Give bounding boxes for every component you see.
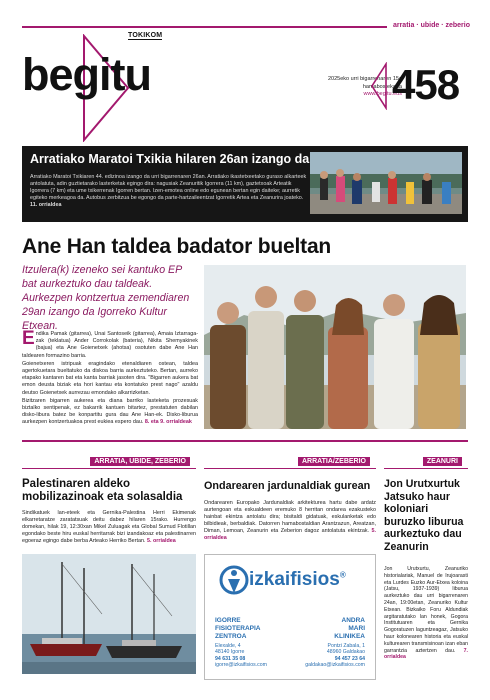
col3-section-bar	[384, 457, 468, 469]
col3-body: Jon Urutxurtu, Zeanuriko historialariak, Manuel de Irujoarasti eta Lurdes Euzko Aur-Etxea koloina (Jatsu, 1937-1939) liburua aurkeztuko dau urri bigarrenaren 24an, 19:00etan, Zeanuriko Kultur Etxean. Bizkaiko Foru Aldundiak argitaratutako lan honek, Gogora Institutuaren eta Gernika Gogoratuzen laguntzeagaz, Jatsuko haur kolonearen historia eta euskal kulturearen transmisinoan izan eban garrantzia aztertzen dau.	[384, 566, 468, 654]
main-p3: Bizitzaren bigarren aukerea eta diana barriko lasteketa prozesuak biztalko sentipenak, ez bakarrik kantuen bitartez, prestatuten dabilan disko-libura batez be konpartitu gura dau Ane Han-ek. Disko-liburua aurkezpen kontzertuakoa prest eukiea espero dau.	[22, 397, 198, 426]
col1-section-bar	[22, 457, 196, 469]
col2-text	[204, 500, 376, 542]
runners-photo	[310, 152, 462, 214]
main-paragraph	[22, 328, 198, 360]
col1-section-label[interactable]: ARRATIA, UBIDE, ZEBERIO	[90, 457, 190, 466]
col1-headline[interactable]: Palestinaren aldeko mobilizazinoak eta solasaldia	[22, 478, 183, 503]
ad-right-name3: KLINIKEA	[334, 633, 365, 640]
col3-text	[384, 566, 468, 661]
col1-text	[22, 510, 196, 545]
main-body	[22, 328, 198, 428]
ad-right-email[interactable]: galdakao@izkaifisios.com	[305, 662, 365, 669]
col3-headline[interactable]: Jon Urutxurtuk Jatsuko haur koloniari buruzko liburua aurkeztuko dau Zeanurin	[384, 478, 464, 553]
col2-headline[interactable]: Ondarearen jardunaldiak gurean	[204, 480, 371, 492]
ad-reg-mark: ®	[339, 570, 346, 580]
teaser-title[interactable]: Arratiako Maratoi Txikia hilaren 26an izango da	[30, 152, 310, 166]
ad-right-name2: MARI	[348, 625, 365, 632]
ad-right-addr2: 48960 Galdakao	[326, 649, 365, 656]
ad-brand-name: izkaifisios	[249, 569, 340, 590]
ad-left-name	[215, 617, 261, 641]
issue-triangle-icon	[370, 62, 390, 110]
main-p1: ndika Pamak (gitarrea), Unai Santoseik (gitarrea), Amaia Iztarraga-zak (teklatua) Ander Corrokolak (bateria), Nikita Shemyakinek (bajua) eta Ane Goienetxek (ahotsa) osotuten dabe Ane Han taldearen formazino barria.	[22, 331, 198, 359]
teaser-page-ref[interactable]: 11. orrialdea	[30, 202, 62, 208]
ad-left-phone[interactable]: 94 631 35 08	[215, 655, 246, 662]
col1-page-ref[interactable]: 5. orrialdea	[146, 538, 176, 544]
issue-meta	[328, 76, 402, 99]
website-link[interactable]: www.begitu.eus	[363, 91, 402, 97]
band-photo	[204, 265, 466, 429]
main-page-ref[interactable]: 8. eta 9. orrialdeak	[144, 419, 192, 426]
main-lede: Itzulera(k) izeneko sei kantuko EP bat aurkeztuko dau taldeak. Aurkezpen kontzertua zemendiaren 29an izango da Igorreko Kultur Etxean.	[22, 264, 190, 332]
ad-left-addr1: Elexalde, 4	[215, 643, 241, 649]
ad-left-address	[215, 643, 267, 669]
ad-left-name2: FISIOTERAPIA	[215, 625, 261, 632]
col2-body: Ondarearen Europako Jardunaldiak arkitekturea hartu dabe ardatz aurtengoan eta eskualdeen eremuko 8 herritan ondarea ezakusteko hainbat ekintza antolatu dira; bisitaldi gidatuak, eskulanketak edo bilbidieak, berbaldiak. Datorren hamabostaldian Arantzazun, Areatzan, Diman, Lemoan, Zeanurin eta Zeberion dagoz antolatuta ekintzak.	[204, 500, 376, 534]
issue-date: 2025eko urri bigarrenaren 15a	[328, 76, 402, 82]
col3-section-label[interactable]: ZEANURI	[423, 457, 462, 466]
col1-body: Sindikatuek lan-eteek eta Gernika-Palestina Herri Ekimenak elkarretaratze zaratatsuak deitu dabez hilaren 15rako. Hurrengo domekan, hilak 19, 12:30xan Mikel Zuluagak eta Global Sumud Flotillan egondako beste hiru euskal herritarrak bizi izandakoaz eta palestinarren egoeraz egingo dabe berba Arteako Herriko Bertan.	[22, 510, 196, 544]
ad-right-name1: ANDRA	[341, 617, 365, 624]
izkaifisios-logo-icon	[219, 563, 249, 597]
ad-right-address	[305, 643, 365, 669]
main-p2: Goienetxeren istripuak eragindako etenaldiaren ostean, taldea agertokuetara bueltatuko da diskoa barria aurkeztuteko. Bertan, aurreko etapako kantaren bat eta kanta barriak jasoten dira. "Bigarren aukera bat emon deusta biziak eta hori kantau eta kontatuko prest nago" azaldu deutso Goienetxek aurrezau emondako alkarrizketan.	[22, 360, 198, 396]
col2-section-label[interactable]: ARRATIA/ZEBERIO	[298, 457, 370, 466]
issue-number: 458	[392, 61, 460, 108]
tokikom-logo[interactable]: TOKIKOM	[128, 32, 163, 39]
header-sections[interactable]: arratia · ubide · zeberio	[387, 22, 470, 29]
main-paragraph-3	[22, 398, 198, 427]
dropcap: E	[22, 328, 35, 349]
ad-brand	[249, 569, 346, 591]
teaser-text	[30, 174, 308, 209]
ad-left-addr2: 48140 Igorre	[215, 649, 245, 656]
ad-left-name1: IGORRE	[215, 617, 241, 624]
col2-page-ref[interactable]: 5. orrialdea	[204, 528, 376, 541]
section-separator	[22, 440, 468, 442]
ad-right-phone[interactable]: 94 457 23 64	[334, 655, 365, 662]
main-headline[interactable]: Ane Han taldea badator bueltan	[22, 235, 332, 258]
begitu-logo[interactable]: begitu	[22, 49, 151, 100]
teaser-body: Arratiako Maratoi Txikiaren 44. edizinoa izango da urri bigarrenaren 26an. Arratiako ikastetxeetako guraso alkarteek antolatuta, adin guztietarako lasterketak egingo dira: nagusiak Zeanuritik Igorrera (11 km), gaztetxoak Arteatik Igorrera (7 km) eta ume txikerrenak Igorren bertan. Izen-emotea online edo egunean bertan egin daiteke; aurretik egiteko merkeagoa da. Autobus zerbitzua be egongo da parte-hartzaileentzat Igorretik Artea eta Zeanurira joateko.	[30, 174, 307, 201]
ad-left-email[interactable]: igorre@izkaifisios.com	[215, 662, 267, 669]
col3-page-ref[interactable]: 7. orrialdea	[384, 647, 468, 661]
teaser-box[interactable]	[22, 146, 468, 222]
ad-right-name	[334, 617, 365, 641]
ad-left-name3: ZENTROA	[215, 633, 247, 640]
col2-section-bar	[204, 457, 376, 469]
harbor-photo	[22, 554, 196, 674]
issue-frequency: hamabostekaria	[362, 83, 402, 90]
ad-right-addr1: Pontzi Zabala, 1	[327, 643, 365, 649]
izkaifisios-ad[interactable]	[204, 554, 376, 680]
